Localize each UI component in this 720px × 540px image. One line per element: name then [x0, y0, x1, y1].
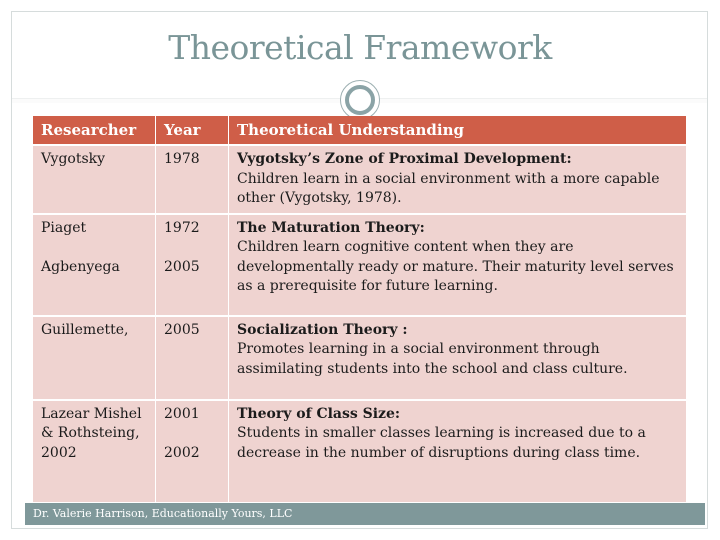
researcher-cell: [33, 145, 156, 214]
header-year: Year: [156, 116, 229, 145]
year-value: 2002: [164, 445, 200, 461]
header-researcher: Researcher: [33, 116, 156, 145]
researcher-name: Agbenyega: [41, 259, 120, 275]
researcher-name: Vygotsky: [41, 151, 106, 167]
researcher-name: Lazear Mishel & Rothsteing, 2002: [41, 405, 142, 461]
theory-text: Children learn cognitive content when they are developmentally ready or mature. Their maturity level serves as a prerequisite for future learning.: [237, 239, 674, 294]
theory-title: The Maturation Theory:: [237, 219, 425, 236]
year-cell: [156, 145, 229, 214]
year-value: 1972: [164, 219, 200, 236]
year-value: 1978: [164, 151, 200, 167]
theory-cell: [229, 214, 687, 316]
header-theoretical-understanding: Theoretical Understanding: [229, 116, 687, 145]
theory-cell: [229, 400, 687, 502]
slide-title: Theoretical Framework: [168, 28, 552, 67]
footer-bar: [25, 503, 705, 525]
theory-cell: [229, 316, 687, 400]
theory-text: Children learn in a social environment with a more capable other (Vygotsky, 1978).: [237, 170, 660, 206]
table-row: [33, 316, 686, 400]
table-row: [33, 145, 686, 214]
footer-credit: Dr. Valerie Harrison, Educationally Yours, LLC: [33, 507, 293, 520]
year-value: 2005: [164, 259, 200, 275]
year-cell: [156, 214, 229, 316]
year-value: 2005: [164, 321, 200, 338]
table-row: [33, 214, 686, 316]
researcher-name: Guillemette,: [41, 321, 129, 338]
year-value: 2001: [164, 405, 200, 422]
year-cell: [156, 316, 229, 400]
theory-text: Promotes learning in a social environment through assimilating students into the school and class culture.: [237, 341, 628, 377]
table-header-row: [33, 116, 686, 145]
theory-title: Socialization Theory :: [237, 321, 408, 338]
researcher-name: Piaget: [41, 219, 87, 236]
year-cell: [156, 400, 229, 502]
table-row: [33, 400, 686, 502]
framework-table: [33, 116, 686, 502]
emblem-inner-ring: [345, 85, 375, 115]
theory-title: Vygotsky’s Zone of Proximal Development:: [237, 151, 572, 167]
researcher-cell: [33, 400, 156, 502]
circle-emblem-icon: [340, 80, 380, 120]
theory-cell: [229, 145, 687, 214]
researcher-cell: [33, 316, 156, 400]
theory-title: Theory of Class Size:: [237, 405, 401, 422]
theory-text: Students in smaller classes learning is increased due to a decrease in the number of disruptions during class time.: [237, 425, 646, 461]
researcher-cell: [33, 214, 156, 316]
